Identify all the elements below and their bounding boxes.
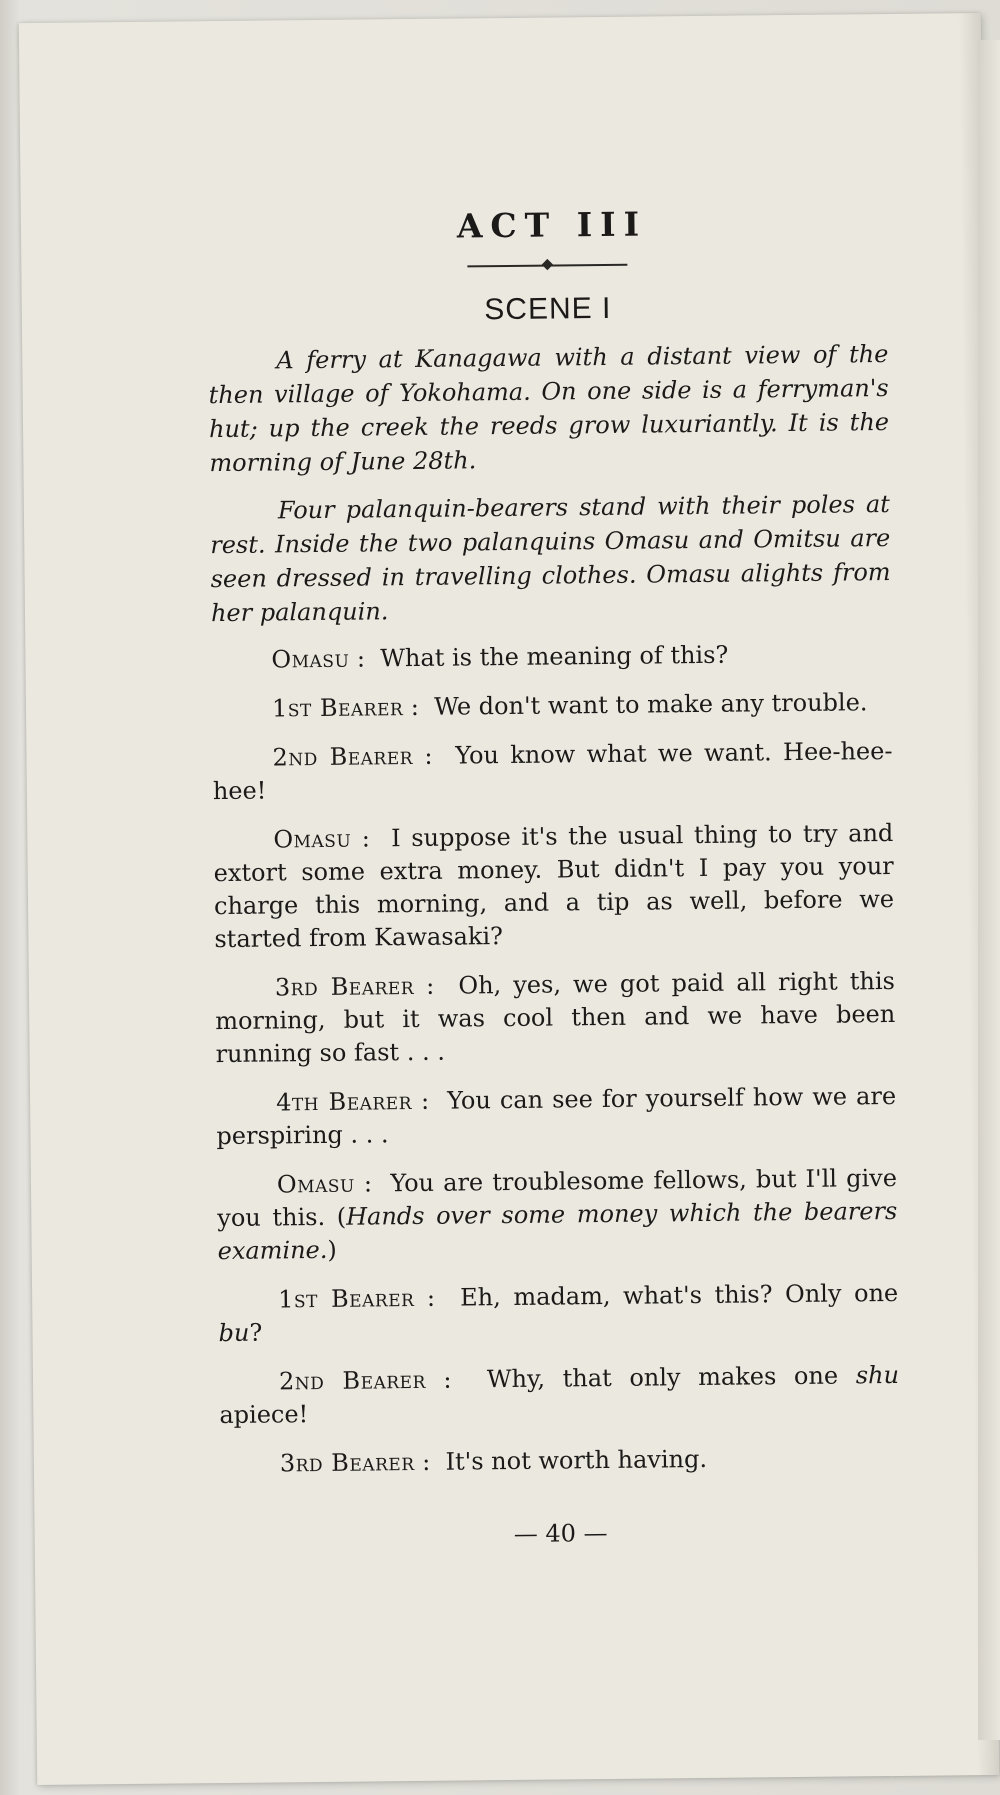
dialogue-text: We don't want to make any trouble. [434,688,868,721]
speaker-separator: : [354,1169,391,1198]
dialogue-text: You are troublesome fellows, but I'll give you this. [217,1163,898,1233]
speaker-name: 2nd Bearer [272,741,414,772]
dialogue-line [215,965,896,1071]
dialogue-line [212,735,893,808]
speaker-separator: : [414,1283,461,1313]
dialogue-tail: ? [249,1318,263,1347]
act-title: ACT III [456,204,648,246]
speaker-separator: : [351,824,392,853]
dialogue-line [212,686,892,726]
speaker-separator: : [413,971,459,1000]
stage-direction: A ferry at Kanagawa with a distant view of the then village of Yokohama. On one side is a ferryman's hut; up the creek the reeds grow luxuriantly. It is the morning of June 28th. [208,339,890,478]
dialogue-line [220,1441,900,1481]
stage-direction: Four palanquin-bearers stand with their poles at rest. Inside the two palanquins Omasu and Omitsu are seen dressed in travelling clothes. Omasu alights from her palanquin. [210,489,891,628]
italic-word: shu [855,1360,900,1390]
dialogue-text: You know what we want. Hee-hee-hee! [212,736,893,806]
speaker-name: 4th Bearer [275,1087,413,1117]
speaker-name: Omasu [271,644,350,674]
speaker-separator: : [411,1086,448,1116]
dialogue-tail: apiece! [219,1400,309,1430]
speaker-name: 1st Bearer [271,693,404,723]
page-content [207,202,901,1551]
dialogue-text: Eh, madam, what's this? Only one [460,1278,899,1312]
next-page-edge [978,40,1000,1740]
italic-word: bu [218,1318,250,1348]
speaker-name: 3rd Bearer [274,971,415,1002]
dialogue-line: Omasu : You are troublesome fellows, but I'll give you this. (Hands over some money which the bearers examine.) [217,1163,898,1266]
dialogue-text: What is the meaning of this? [380,640,729,673]
dialogue-text: Why, that only makes one [486,1361,839,1394]
inline-stage-direction: Hands over some money which the bearers examine. [217,1196,898,1266]
speaker-name: Omasu [273,824,352,854]
dialogue-text: It's not worth having. [445,1444,708,1476]
speaker-name: Omasu [276,1169,355,1199]
dialogue-line [219,1359,900,1432]
page-number: — 40 — [513,1519,608,1548]
dialogue-text: I suppose it's the usual thing to try and extort some extra money. But didn't I pay you your charge this morning, and a tip as well, before we started from Kawasaki? [213,818,895,954]
speaker-separator: : [403,692,435,722]
dialogue-line [213,817,894,956]
speaker-name: 1st Bearer [278,1284,415,1314]
dialogue-text: You can see for yourself how we are perspiring . . . [216,1081,897,1151]
scene-title: SCENE I [484,291,612,327]
speaker-separator: : [412,741,456,770]
dialogue-line [211,637,891,677]
dialogue-text: Oh, yes, we got paid all right this morning, but it was cool then and we have been running so fast . . . [215,966,896,1069]
speaker-separator: : [414,1447,446,1477]
book-page [19,13,999,1785]
speaker-separator: : [425,1365,488,1394]
speaker-name: 2nd Bearer [278,1365,426,1396]
speaker-name: 3rd Bearer [279,1448,415,1478]
ornamental-rule [467,264,627,268]
speaker-separator: : [349,644,381,673]
dialogue-line [216,1080,897,1153]
dialogue-line [218,1277,899,1350]
